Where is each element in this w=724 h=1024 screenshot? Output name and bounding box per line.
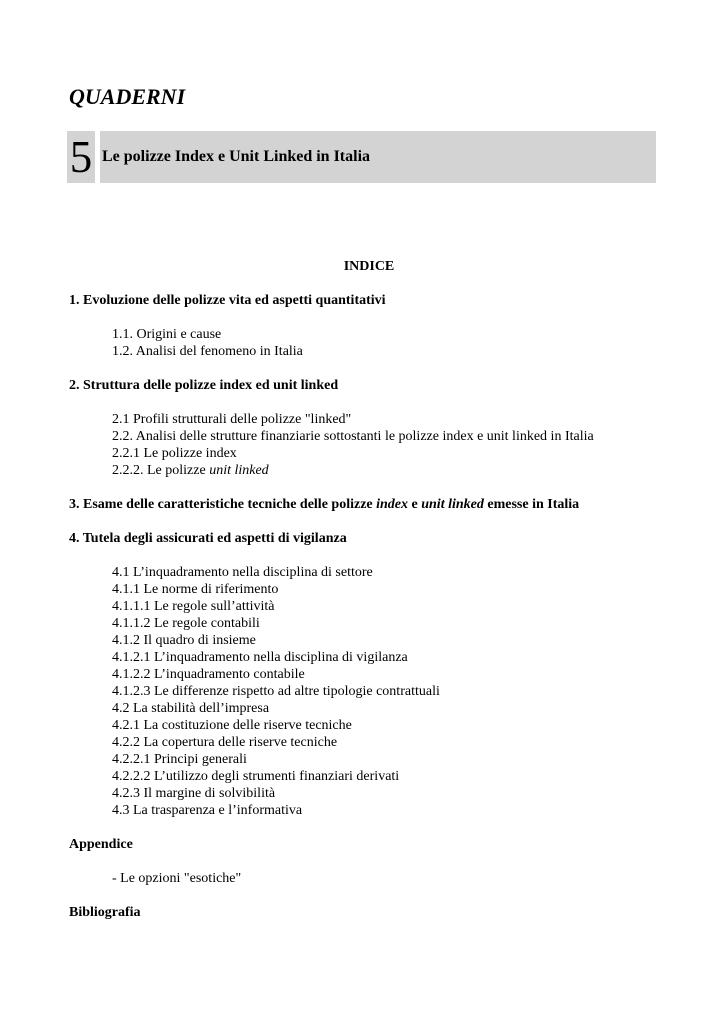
toc-item: 4.2 La stabilità dell’impresa	[112, 701, 270, 716]
toc-item	[112, 462, 612, 479]
table-of-contents	[69, 258, 669, 938]
toc-item: 4.2.2.2 L’utilizzo degli strumenti finanziari derivati	[112, 769, 400, 784]
toc-heading: INDICE	[343, 259, 395, 274]
toc-item: 1.2. Analisi del fenomeno in Italia	[112, 344, 303, 359]
toc-item: 2.2. Analisi delle strutture finanziarie sottostanti le polizze index e unit linked in Italia	[112, 429, 594, 444]
toc-item: 2.2.1 Le polizze index	[112, 446, 237, 461]
toc-item: 4.1 L’inquadramento nella disciplina di settore	[112, 565, 373, 580]
toc-sublist-2	[112, 411, 612, 479]
toc-item: 4.1.1.2 Le regole contabili	[112, 616, 260, 631]
toc-item: 4.1.2.1 L’inquadramento nella disciplina di vigilanza	[112, 650, 408, 665]
toc-section-2: 2. Struttura delle polizze index ed unit linked	[69, 378, 339, 393]
toc-item: 2.1 Profili strutturali delle polizze "linked"	[112, 412, 352, 427]
series-title: QUADERNI	[69, 84, 186, 109]
toc-section-4: 4. Tutela degli assicurati ed aspetti di vigilanza	[69, 531, 347, 546]
toc-section-bibliography: Bibliografia	[69, 905, 141, 920]
toc-sublist-1	[112, 326, 612, 360]
toc-item: 1.1. Origini e cause	[112, 327, 222, 342]
toc-sublist-appendix	[112, 870, 612, 887]
toc-section-3-suffix: emesse in Italia	[483, 497, 580, 512]
toc-item: 4.3 La trasparenza e l’informativa	[112, 803, 303, 818]
toc-section-3-prefix: 3. Esame delle caratteristiche tecniche delle polizze	[69, 497, 377, 512]
toc-sublist-4	[112, 564, 612, 819]
toc-section-1: 1. Evoluzione delle polizze vita ed aspetti quantitativi	[69, 293, 386, 308]
toc-item-text: 2.2.2. Le polizze	[112, 463, 210, 478]
toc-item: 4.1.1.1 Le regole sull’attività	[112, 599, 275, 614]
toc-section-3-italic-index: index	[376, 497, 409, 512]
toc-section-3-italic-unit-linked: unit linked	[421, 497, 484, 512]
toc-item: 4.2.2.1 Principi generali	[112, 752, 247, 767]
toc-item: 4.1.2 Il quadro di insieme	[112, 633, 256, 648]
toc-item-italic: unit linked	[209, 463, 269, 478]
toc-section-appendix: Appendice	[69, 837, 133, 852]
toc-item: 4.1.2.3 Le differenze rispetto ad altre tipologie contrattuali	[112, 684, 440, 699]
toc-item: 4.2.3 Il margine di solvibilità	[112, 786, 276, 801]
toc-item: - Le opzioni "esotiche"	[112, 871, 242, 886]
toc-section-3	[69, 496, 669, 513]
toc-item: 4.2.2 La copertura delle riserve tecniche	[112, 735, 338, 750]
toc-item: 4.2.1 La costituzione delle riserve tecniche	[112, 718, 352, 733]
toc-section-3-middle: e	[408, 497, 422, 512]
chapter-number: 5	[67, 131, 95, 183]
toc-item: 4.1.1 Le norme di riferimento	[112, 582, 279, 597]
toc-item: 4.1.2.2 L’inquadramento contabile	[112, 667, 305, 682]
chapter-title: Le polizze Index e Unit Linked in Italia	[100, 131, 656, 183]
